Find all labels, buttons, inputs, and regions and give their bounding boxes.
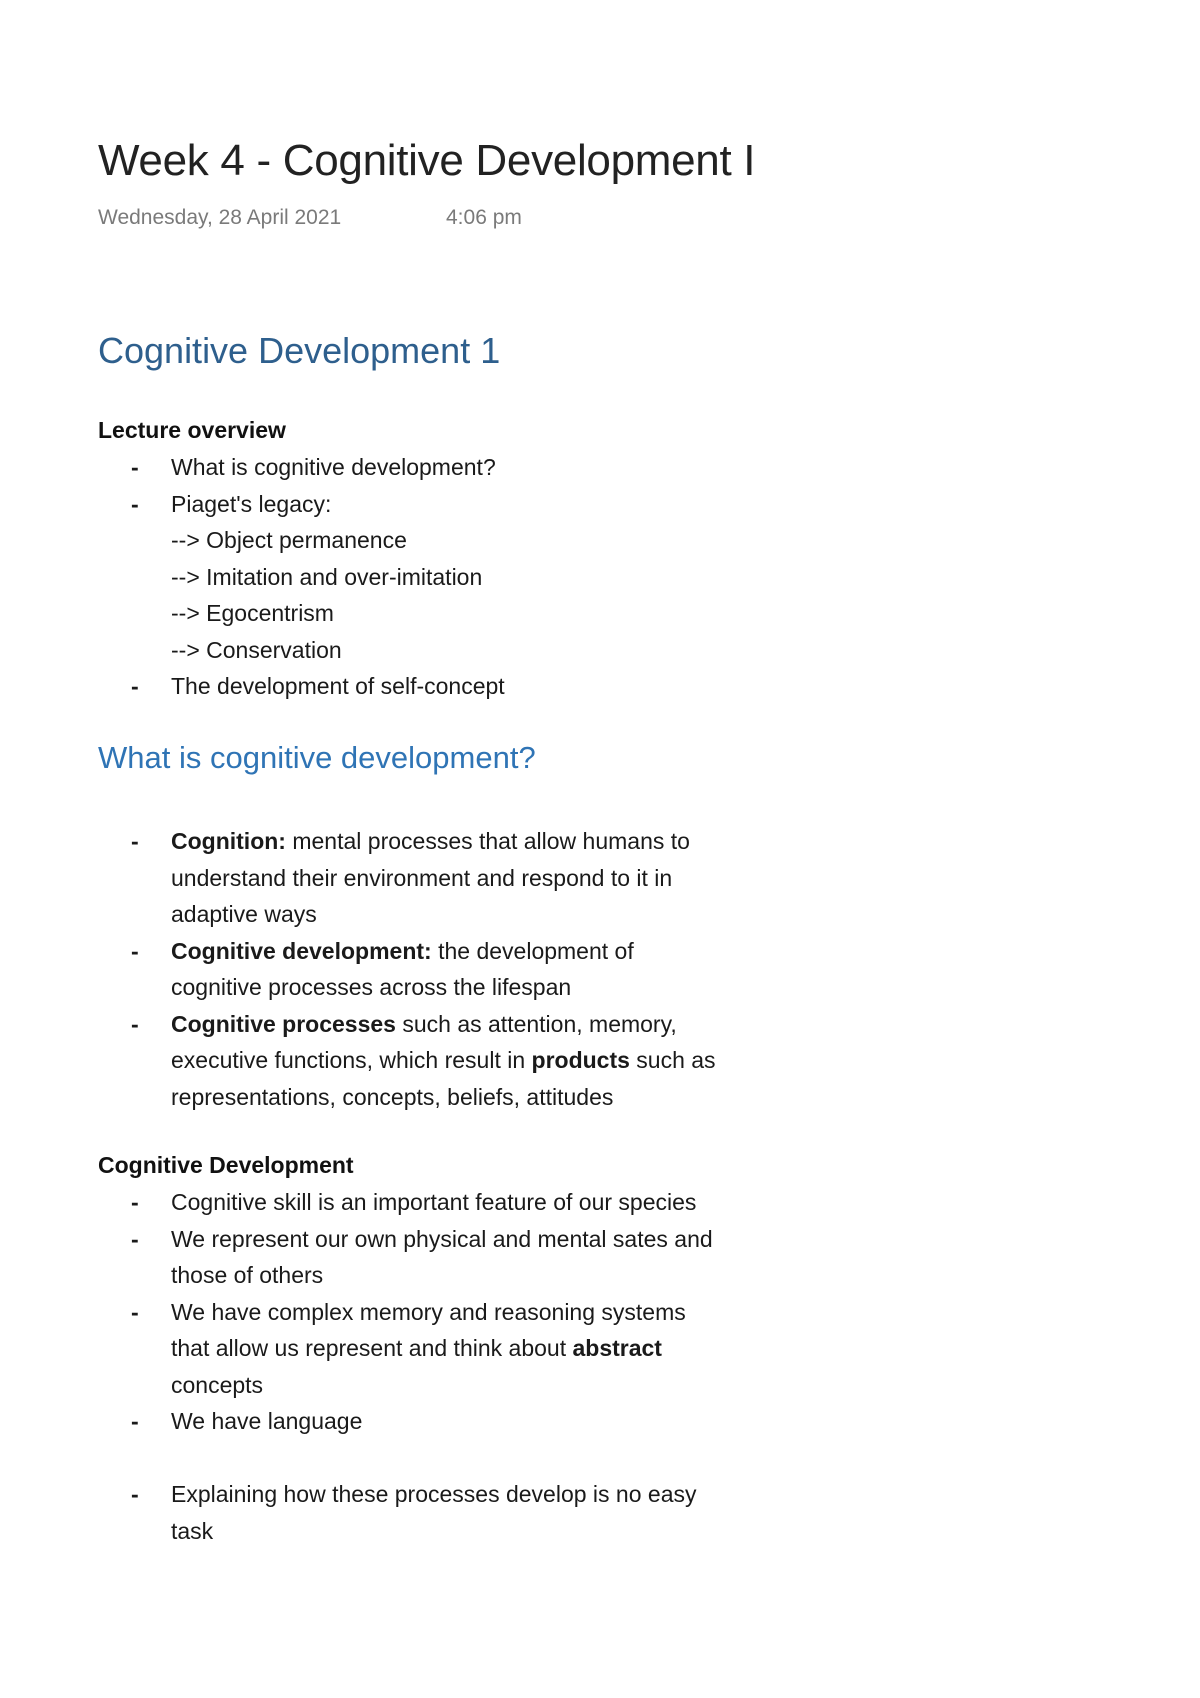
page-time: 4:06 pm — [446, 206, 522, 229]
lecture-overview-label: Lecture overview — [98, 417, 286, 443]
list-item: - Piaget's legacy: — [98, 486, 858, 523]
list-item: - We have language — [98, 1403, 858, 1440]
list-item: - What is cognitive development? — [98, 449, 858, 486]
list-item: --> Object permanence — [171, 527, 407, 553]
list-item: - Explaining how these processes develop is no easy task — [98, 1476, 858, 1549]
list-item: - Cognitive skill is an important feature of our species — [98, 1184, 858, 1221]
list-item: - Cognitive development: the development of cognitive processes across the lifespan — [98, 933, 858, 1006]
section-heading-what-is-cognitive-development: What is cognitive development? — [98, 740, 536, 775]
list-item: --> Conservation — [171, 636, 342, 663]
list-item: --> Imitation and over-imitation — [171, 563, 483, 590]
section-heading-cognitive-development-1: Cognitive Development 1 — [98, 330, 501, 371]
list-item: - We represent our own physical and mental sates and those of others — [98, 1221, 858, 1294]
lecture-overview-list — [98, 449, 858, 705]
page-date: Wednesday, 28 April 2021 — [98, 206, 342, 229]
cognitive-development-label: Cognitive Development — [98, 1152, 354, 1178]
list-item: - Cognitive processes such as attention, memory, executive functions, which result in products such as representations, concepts, beliefs, attitudes — [98, 1006, 858, 1116]
definitions-list — [98, 823, 858, 1115]
page-meta — [98, 206, 522, 230]
list-item: - We have complex memory and reasoning systems that allow us represent and think about abstract concepts — [98, 1294, 858, 1404]
cognitive-development-list — [98, 1184, 858, 1549]
page-title: Week 4 - Cognitive Development I — [98, 136, 756, 185]
list-spacer — [98, 1440, 858, 1477]
list-item: - The development of self-concept — [98, 668, 858, 705]
list-item: - Cognition: mental processes that allow humans to understand their environment and respond to it in adaptive ways — [98, 823, 858, 933]
list-item: --> Egocentrism — [171, 600, 334, 626]
